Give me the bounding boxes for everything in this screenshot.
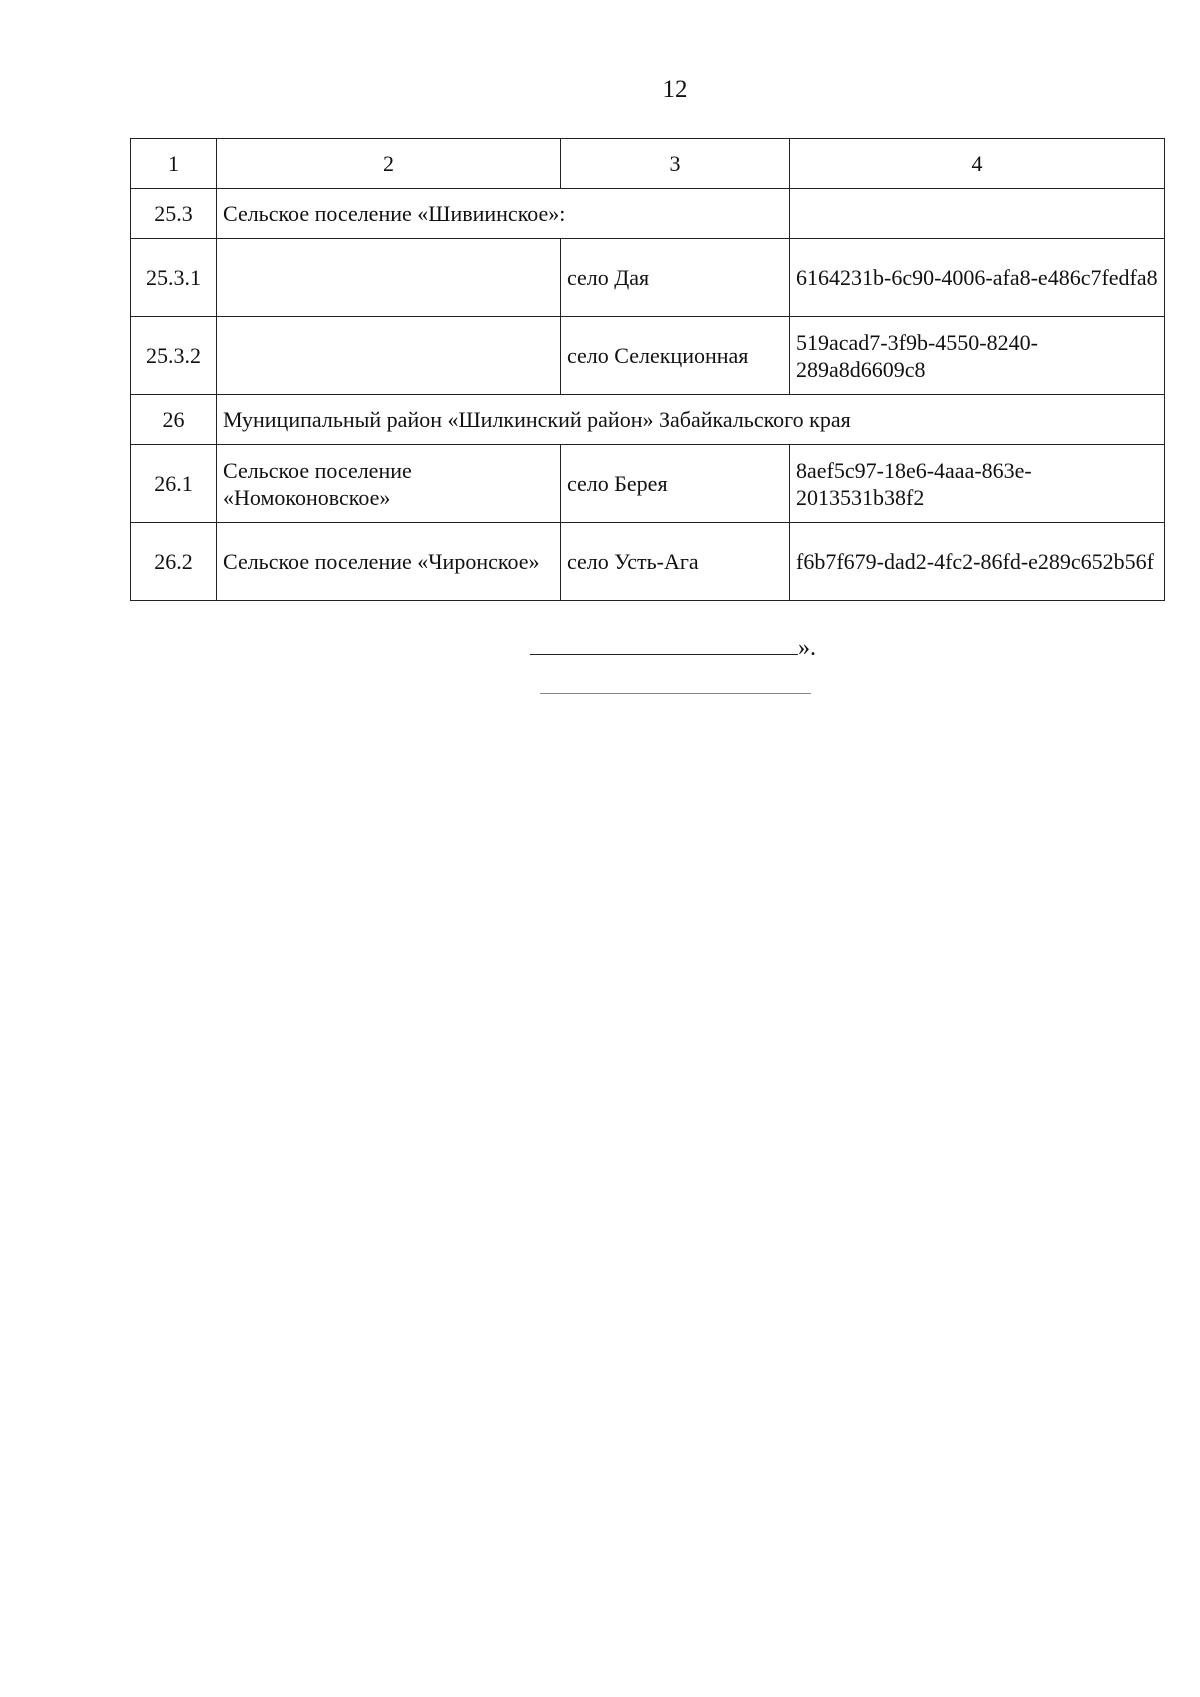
row-number: 26 xyxy=(131,395,217,445)
table-row xyxy=(131,445,1165,523)
header-cell: 4 xyxy=(790,139,1165,189)
row-number: 26.2 xyxy=(131,523,217,601)
settlement-name: Сельское поселение «Шивиинское»: xyxy=(217,189,790,239)
district-name: Муниципальный район «Шилкинский район» Забайкальского края xyxy=(217,395,1165,445)
header-cell: 2 xyxy=(217,139,561,189)
locality-name: село Дая xyxy=(561,239,790,317)
fias-code: 6164231b-6c90-4006-afa8-e486c7fedfa8 xyxy=(790,239,1165,317)
fias-code xyxy=(790,189,1165,239)
row-number: 26.1 xyxy=(131,445,217,523)
fias-code: 519acad7-3f9b-4550-8240-289a8d6609c8 xyxy=(790,317,1165,395)
closing-quote: ». xyxy=(798,635,816,661)
header-cell: 1 xyxy=(131,139,217,189)
table-row xyxy=(131,317,1165,395)
header-cell: 3 xyxy=(561,139,790,189)
row-number: 25.3.1 xyxy=(131,239,217,317)
settlement-name xyxy=(217,239,561,317)
end-rule xyxy=(540,693,811,694)
table-row xyxy=(131,523,1165,601)
page-number: 12 xyxy=(662,76,688,103)
table-header-row xyxy=(131,139,1165,189)
table-row xyxy=(131,189,1165,239)
signature-blank xyxy=(530,632,798,655)
table-row xyxy=(131,239,1165,317)
settlements-table xyxy=(130,138,1165,601)
locality-name: село Усть-Ага xyxy=(561,523,790,601)
fias-code: f6b7f679-dad2-4fc2-86fd-e289c652b56f xyxy=(790,523,1165,601)
row-number: 25.3.2 xyxy=(131,317,217,395)
settlement-name: Сельское поселение «Чиронское» xyxy=(217,523,561,601)
locality-name: село Селекционная xyxy=(561,317,790,395)
closing-line xyxy=(530,632,816,663)
table-row xyxy=(131,395,1165,445)
settlement-name xyxy=(217,317,561,395)
fias-code: 8aef5c97-18e6-4aaa-863e-2013531b38f2 xyxy=(790,445,1165,523)
row-number: 25.3 xyxy=(131,189,217,239)
settlement-name: Сельское поселение «Номоконовское» xyxy=(217,445,561,523)
locality-name: село Берея xyxy=(561,445,790,523)
